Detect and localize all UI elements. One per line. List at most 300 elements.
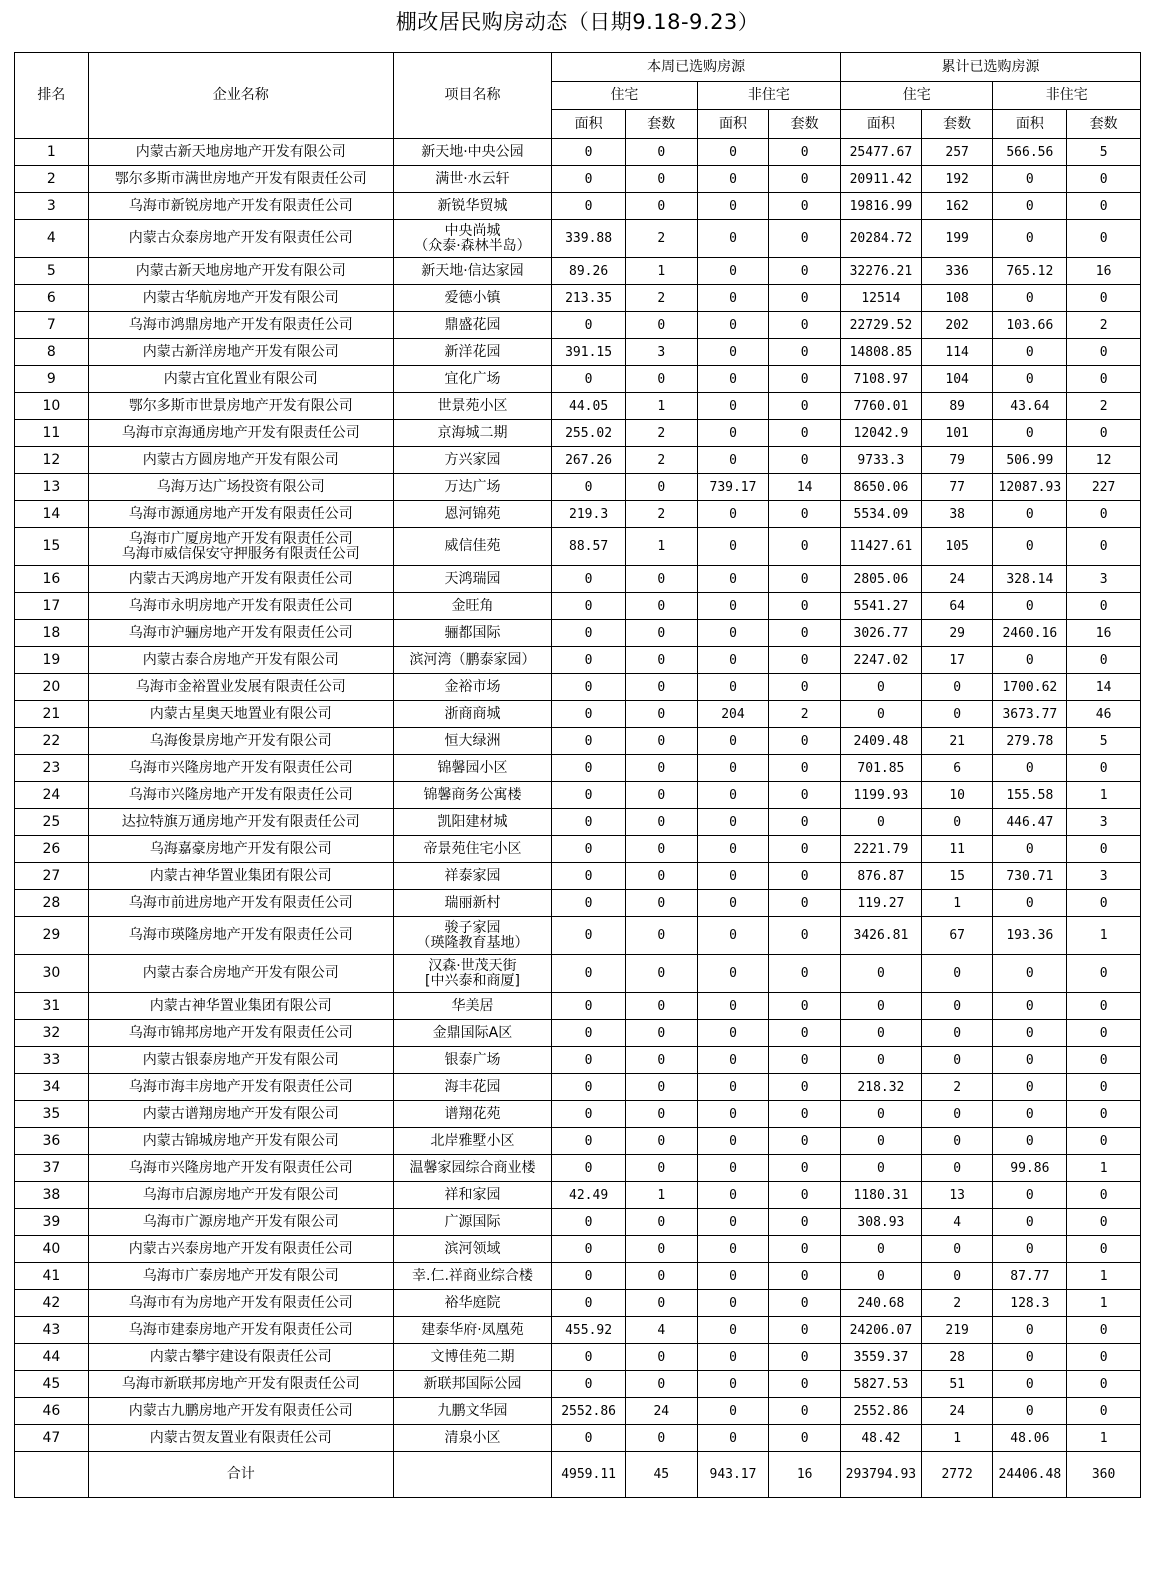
- header-units: 套数: [1067, 110, 1141, 139]
- cum-non-units: 0: [1067, 1236, 1141, 1263]
- cum-res-units: 114: [921, 339, 993, 366]
- cum-res-units: 10: [921, 782, 993, 809]
- week-res-area: 267.26: [552, 447, 626, 474]
- table-row: [15, 566, 1141, 593]
- week-non-units: 0: [769, 566, 841, 593]
- company-name: 乌海市广源房地产开发有限公司: [88, 1209, 393, 1236]
- rank-cell: 10: [15, 393, 89, 420]
- rank-cell: 13: [15, 474, 89, 501]
- cum-res-area: 876.87: [841, 863, 922, 890]
- week-res-area: 0: [552, 728, 626, 755]
- cum-non-units: 0: [1067, 528, 1141, 566]
- week-res-units: 0: [625, 1209, 697, 1236]
- company-name: 内蒙古新天地房地产开发有限公司: [88, 139, 393, 166]
- week-non-area: 0: [697, 593, 769, 620]
- cum-res-units: 29: [921, 620, 993, 647]
- cum-res-units: 199: [921, 220, 993, 258]
- table-row: [15, 474, 1141, 501]
- week-non-area: 0: [697, 1290, 769, 1317]
- table-row: [15, 1020, 1141, 1047]
- week-non-area: 0: [697, 647, 769, 674]
- company-name: 内蒙古银泰房地产开发有限公司: [88, 1047, 393, 1074]
- table-row: [15, 863, 1141, 890]
- rank-cell: 41: [15, 1263, 89, 1290]
- company-name: 鄂尔多斯市满世房地产开发有限责任公司: [88, 166, 393, 193]
- cum-non-area: 566.56: [993, 139, 1067, 166]
- cum-non-units: 0: [1067, 285, 1141, 312]
- cum-non-area: 0: [993, 501, 1067, 528]
- cum-res-units: 24: [921, 566, 993, 593]
- rank-cell: 45: [15, 1371, 89, 1398]
- cum-non-units: 0: [1067, 993, 1141, 1020]
- cum-non-units: 0: [1067, 593, 1141, 620]
- week-res-units: 0: [625, 1236, 697, 1263]
- week-non-units: 0: [769, 782, 841, 809]
- cum-res-area: 48.42: [841, 1425, 922, 1452]
- week-non-area: 0: [697, 890, 769, 917]
- week-non-units: 0: [769, 593, 841, 620]
- table-row: [15, 501, 1141, 528]
- cum-res-units: 0: [921, 1155, 993, 1182]
- week-non-area: 0: [697, 1209, 769, 1236]
- week-non-area: 739.17: [697, 474, 769, 501]
- week-res-area: 0: [552, 193, 626, 220]
- company-name: 乌海万达广场投资有限公司: [88, 474, 393, 501]
- table-row: [15, 890, 1141, 917]
- table-row: [15, 1074, 1141, 1101]
- rank-cell: 27: [15, 863, 89, 890]
- cum-res-units: 13: [921, 1182, 993, 1209]
- week-res-area: 0: [552, 620, 626, 647]
- cum-non-area: 0: [993, 420, 1067, 447]
- cum-res-units: 51: [921, 1371, 993, 1398]
- week-non-area: 0: [697, 501, 769, 528]
- header-area: 面积: [552, 110, 626, 139]
- cum-res-units: 89: [921, 393, 993, 420]
- rank-cell: 17: [15, 593, 89, 620]
- week-non-area: 0: [697, 312, 769, 339]
- week-non-units: 0: [769, 890, 841, 917]
- table-row: [15, 420, 1141, 447]
- project-name: 广源国际: [393, 1209, 552, 1236]
- cum-res-area: 22729.52: [841, 312, 922, 339]
- project-name: 鼎盛花园: [393, 312, 552, 339]
- week-res-area: 0: [552, 1236, 626, 1263]
- week-res-units: 0: [625, 474, 697, 501]
- cum-res-units: 336: [921, 258, 993, 285]
- cum-res-area: 20284.72: [841, 220, 922, 258]
- cum-res-units: 67: [921, 917, 993, 955]
- project-name: 恩河锦苑: [393, 501, 552, 528]
- company-name: 乌海市海丰房地产开发有限责任公司: [88, 1074, 393, 1101]
- week-res-area: 0: [552, 1074, 626, 1101]
- week-non-area: 0: [697, 1236, 769, 1263]
- table-row: [15, 1263, 1141, 1290]
- week-non-area: 0: [697, 1047, 769, 1074]
- table-row: [15, 339, 1141, 366]
- company-name: 内蒙古谱翔房地产开发有限公司: [88, 1101, 393, 1128]
- week-res-units: 2: [625, 220, 697, 258]
- week-res-units: 0: [625, 366, 697, 393]
- week-non-area: 0: [697, 993, 769, 1020]
- rank-cell: 22: [15, 728, 89, 755]
- cum-non-area: 0: [993, 1101, 1067, 1128]
- week-non-area: 0: [697, 674, 769, 701]
- company-name: 乌海市有为房地产开发有限责任公司: [88, 1290, 393, 1317]
- cum-res-units: 64: [921, 593, 993, 620]
- project-name: 裕华庭院: [393, 1290, 552, 1317]
- project-name: 华美居: [393, 993, 552, 1020]
- week-non-area: 0: [697, 728, 769, 755]
- week-res-units: 0: [625, 312, 697, 339]
- cum-non-units: 0: [1067, 1344, 1141, 1371]
- rank-cell: 46: [15, 1398, 89, 1425]
- week-non-area: 0: [697, 1398, 769, 1425]
- project-name: 文博佳苑二期: [393, 1344, 552, 1371]
- company-name: 内蒙古泰合房地产开发有限公司: [88, 647, 393, 674]
- project-name: 凯阳建材城: [393, 809, 552, 836]
- cum-non-area: 0: [993, 1182, 1067, 1209]
- company-name: 内蒙古九鹏房地产开发有限责任公司: [88, 1398, 393, 1425]
- rank-cell: 2: [15, 166, 89, 193]
- week-non-units: 0: [769, 528, 841, 566]
- week-res-units: 0: [625, 1128, 697, 1155]
- week-non-units: 0: [769, 1182, 841, 1209]
- cum-res-units: 101: [921, 420, 993, 447]
- cum-res-area: 2247.02: [841, 647, 922, 674]
- cum-res-area: 0: [841, 809, 922, 836]
- table-row: [15, 809, 1141, 836]
- week-non-area: 0: [697, 1020, 769, 1047]
- cum-res-area: 5541.27: [841, 593, 922, 620]
- cum-non-units: 0: [1067, 1128, 1141, 1155]
- week-res-units: 0: [625, 1425, 697, 1452]
- week-res-area: 0: [552, 474, 626, 501]
- cum-res-area: 2552.86: [841, 1398, 922, 1425]
- cum-res-area: 3026.77: [841, 620, 922, 647]
- company-name: 乌海市瑛隆房地产开发有限责任公司: [88, 917, 393, 955]
- rank-cell: 5: [15, 258, 89, 285]
- rank-cell: 47: [15, 1425, 89, 1452]
- company-name: 乌海嘉豪房地产开发有限公司: [88, 836, 393, 863]
- cum-non-units: 0: [1067, 647, 1141, 674]
- week-res-units: 0: [625, 728, 697, 755]
- cum-res-units: 0: [921, 1236, 993, 1263]
- cum-non-area: 0: [993, 528, 1067, 566]
- table-row: [15, 366, 1141, 393]
- table-row: [15, 193, 1141, 220]
- cum-non-area: 155.58: [993, 782, 1067, 809]
- total-cum-res-units: 2772: [921, 1452, 993, 1498]
- company-name: 乌海俊景房地产开发有限公司: [88, 728, 393, 755]
- cum-non-area: 0: [993, 1344, 1067, 1371]
- table-row: [15, 701, 1141, 728]
- week-res-units: 0: [625, 1020, 697, 1047]
- cum-non-units: 1: [1067, 917, 1141, 955]
- week-non-area: 0: [697, 220, 769, 258]
- week-res-units: 0: [625, 1155, 697, 1182]
- week-non-area: 0: [697, 393, 769, 420]
- cum-res-area: 14808.85: [841, 339, 922, 366]
- week-non-units: 0: [769, 1020, 841, 1047]
- week-res-units: 0: [625, 836, 697, 863]
- cum-res-units: 0: [921, 955, 993, 993]
- project-name: 恒大绿洲: [393, 728, 552, 755]
- week-non-area: 0: [697, 447, 769, 474]
- week-res-units: 0: [625, 139, 697, 166]
- project-name: 祥和家园: [393, 1182, 552, 1209]
- total-project-cell: [393, 1452, 552, 1498]
- company-name: 乌海市源通房地产开发有限责任公司: [88, 501, 393, 528]
- week-non-area: 0: [697, 285, 769, 312]
- rank-cell: 8: [15, 339, 89, 366]
- week-non-units: 0: [769, 1074, 841, 1101]
- cum-res-units: 38: [921, 501, 993, 528]
- week-non-area: 0: [697, 166, 769, 193]
- company-name: 乌海市新联邦房地产开发有限责任公司: [88, 1371, 393, 1398]
- week-res-area: 0: [552, 1263, 626, 1290]
- project-name: 爱德小镇: [393, 285, 552, 312]
- cum-res-units: 77: [921, 474, 993, 501]
- week-res-units: 0: [625, 166, 697, 193]
- week-res-area: 0: [552, 1155, 626, 1182]
- week-non-units: 2: [769, 701, 841, 728]
- company-name: 内蒙古新洋房地产开发有限公司: [88, 339, 393, 366]
- project-name: 中央尚城 （众泰·森林半岛）: [393, 220, 552, 258]
- week-res-units: 0: [625, 1371, 697, 1398]
- cum-non-area: 0: [993, 1047, 1067, 1074]
- project-name: 骏子家园 （瑛隆教育基地）: [393, 917, 552, 955]
- cum-res-area: 0: [841, 1155, 922, 1182]
- rank-cell: 37: [15, 1155, 89, 1182]
- cum-non-area: 0: [993, 1236, 1067, 1263]
- header-area: 面积: [993, 110, 1067, 139]
- company-name: 内蒙古新天地房地产开发有限公司: [88, 258, 393, 285]
- week-res-area: 0: [552, 166, 626, 193]
- week-res-units: 0: [625, 620, 697, 647]
- cum-non-units: 5: [1067, 139, 1141, 166]
- table-row: [15, 1101, 1141, 1128]
- project-name: 海丰花园: [393, 1074, 552, 1101]
- company-name: 内蒙古贺友置业有限责任公司: [88, 1425, 393, 1452]
- week-res-area: 0: [552, 890, 626, 917]
- cum-res-units: 4: [921, 1209, 993, 1236]
- week-res-units: 2: [625, 501, 697, 528]
- total-cum-non-area: 24406.48: [993, 1452, 1067, 1498]
- cum-res-units: 104: [921, 366, 993, 393]
- table-row: [15, 993, 1141, 1020]
- cum-res-units: 0: [921, 1263, 993, 1290]
- week-non-area: 0: [697, 420, 769, 447]
- week-res-units: 0: [625, 193, 697, 220]
- cum-non-area: 0: [993, 339, 1067, 366]
- week-non-area: 0: [697, 1317, 769, 1344]
- week-non-area: 0: [697, 863, 769, 890]
- cum-non-area: 0: [993, 755, 1067, 782]
- cum-res-units: 28: [921, 1344, 993, 1371]
- week-non-area: 0: [697, 366, 769, 393]
- week-non-units: 14: [769, 474, 841, 501]
- week-res-units: 0: [625, 863, 697, 890]
- project-name: 威信佳苑: [393, 528, 552, 566]
- rank-cell: 20: [15, 674, 89, 701]
- week-non-area: 0: [697, 1074, 769, 1101]
- week-non-units: 0: [769, 220, 841, 258]
- week-non-units: 0: [769, 917, 841, 955]
- week-res-units: 2: [625, 447, 697, 474]
- week-non-units: 0: [769, 139, 841, 166]
- cum-res-units: 192: [921, 166, 993, 193]
- company-name: 内蒙古星奥天地置业有限公司: [88, 701, 393, 728]
- week-non-units: 0: [769, 674, 841, 701]
- week-non-units: 0: [769, 620, 841, 647]
- project-name: 帝景苑住宅小区: [393, 836, 552, 863]
- cum-non-area: 0: [993, 647, 1067, 674]
- company-name: 乌海市新锐房地产开发有限责任公司: [88, 193, 393, 220]
- cum-res-units: 1: [921, 1425, 993, 1452]
- week-res-units: 0: [625, 809, 697, 836]
- cum-non-units: 0: [1067, 339, 1141, 366]
- rank-cell: 28: [15, 890, 89, 917]
- company-name: 乌海市建泰房地产开发有限责任公司: [88, 1317, 393, 1344]
- cum-non-units: 2: [1067, 312, 1141, 339]
- week-res-units: 0: [625, 1344, 697, 1371]
- cum-res-area: 0: [841, 1128, 922, 1155]
- table-row: [15, 393, 1141, 420]
- cum-res-area: 240.68: [841, 1290, 922, 1317]
- cum-non-units: 0: [1067, 220, 1141, 258]
- week-non-area: 0: [697, 1182, 769, 1209]
- week-res-units: 0: [625, 593, 697, 620]
- total-cum-non-units: 360: [1067, 1452, 1141, 1498]
- project-name: 万达广场: [393, 474, 552, 501]
- cum-non-units: 0: [1067, 1398, 1141, 1425]
- table-row: [15, 955, 1141, 993]
- housing-purchase-table: [14, 52, 1141, 1498]
- week-non-area: 204: [697, 701, 769, 728]
- cum-non-units: 0: [1067, 420, 1141, 447]
- cum-non-units: 1: [1067, 1290, 1141, 1317]
- cum-non-area: 0: [993, 1371, 1067, 1398]
- week-res-units: 1: [625, 258, 697, 285]
- rank-cell: 40: [15, 1236, 89, 1263]
- cum-res-units: 202: [921, 312, 993, 339]
- header-units: 套数: [921, 110, 993, 139]
- week-non-area: 0: [697, 1101, 769, 1128]
- week-res-area: 0: [552, 863, 626, 890]
- table-row: [15, 1344, 1141, 1371]
- cum-non-area: 0: [993, 1398, 1067, 1425]
- week-res-units: 0: [625, 566, 697, 593]
- total-week-res-units: 45: [625, 1452, 697, 1498]
- week-res-area: 0: [552, 917, 626, 955]
- table-row: [15, 447, 1141, 474]
- company-name: 内蒙古泰合房地产开发有限公司: [88, 955, 393, 993]
- table-row: [15, 258, 1141, 285]
- table-row: [15, 1398, 1141, 1425]
- company-name: 内蒙古宜化置业有限公司: [88, 366, 393, 393]
- table-row: [15, 1209, 1141, 1236]
- cum-non-area: 0: [993, 593, 1067, 620]
- cum-non-units: 0: [1067, 890, 1141, 917]
- cum-res-units: 21: [921, 728, 993, 755]
- week-res-units: 2: [625, 285, 697, 312]
- cum-non-area: 0: [993, 890, 1067, 917]
- header-rank: 排名: [15, 53, 89, 139]
- week-res-area: 0: [552, 593, 626, 620]
- week-non-area: 0: [697, 955, 769, 993]
- week-res-area: 455.92: [552, 1317, 626, 1344]
- rank-cell: 39: [15, 1209, 89, 1236]
- rank-cell: 23: [15, 755, 89, 782]
- week-non-units: 0: [769, 501, 841, 528]
- project-name: 祥泰家园: [393, 863, 552, 890]
- cum-res-area: 12042.9: [841, 420, 922, 447]
- cum-non-area: 43.64: [993, 393, 1067, 420]
- cum-non-units: 1: [1067, 1263, 1141, 1290]
- cum-non-area: 103.66: [993, 312, 1067, 339]
- week-res-units: 4: [625, 1317, 697, 1344]
- cum-res-area: 1180.31: [841, 1182, 922, 1209]
- project-name: 幸.仁.祥商业综合楼: [393, 1263, 552, 1290]
- week-res-units: 0: [625, 1101, 697, 1128]
- project-name: 满世·水云轩: [393, 166, 552, 193]
- company-name: 乌海市沪骊房地产开发有限责任公司: [88, 620, 393, 647]
- week-res-area: 0: [552, 1425, 626, 1452]
- company-name: 内蒙古众泰房地产开发有限责任公司: [88, 220, 393, 258]
- week-non-units: 0: [769, 1101, 841, 1128]
- cum-res-area: 0: [841, 1047, 922, 1074]
- week-non-area: 0: [697, 1128, 769, 1155]
- total-cum-res-area: 293794.93: [841, 1452, 922, 1498]
- cum-non-units: 3: [1067, 566, 1141, 593]
- week-non-units: 0: [769, 993, 841, 1020]
- week-non-area: 0: [697, 139, 769, 166]
- cum-non-area: 128.3: [993, 1290, 1067, 1317]
- week-non-units: 0: [769, 1263, 841, 1290]
- week-res-area: 219.3: [552, 501, 626, 528]
- company-name: 内蒙古方圆房地产开发有限公司: [88, 447, 393, 474]
- week-res-units: 0: [625, 755, 697, 782]
- cum-non-units: 1: [1067, 1155, 1141, 1182]
- week-res-units: 0: [625, 1263, 697, 1290]
- rank-cell: 4: [15, 220, 89, 258]
- week-non-area: 0: [697, 258, 769, 285]
- cum-non-units: 0: [1067, 836, 1141, 863]
- project-name: 建泰华府·凤凰苑: [393, 1317, 552, 1344]
- week-res-area: 0: [552, 312, 626, 339]
- week-res-area: 0: [552, 701, 626, 728]
- project-name: 清泉小区: [393, 1425, 552, 1452]
- table-row: [15, 1182, 1141, 1209]
- week-non-units: 0: [769, 1128, 841, 1155]
- company-name: 内蒙古兴泰房地产开发有限责任公司: [88, 1236, 393, 1263]
- cum-non-area: 0: [993, 166, 1067, 193]
- week-non-units: 0: [769, 393, 841, 420]
- week-res-area: 0: [552, 782, 626, 809]
- cum-non-units: 0: [1067, 1209, 1141, 1236]
- cum-non-area: 765.12: [993, 258, 1067, 285]
- table-row: [15, 1317, 1141, 1344]
- cum-res-units: 257: [921, 139, 993, 166]
- week-res-units: 24: [625, 1398, 697, 1425]
- cum-res-area: 5827.53: [841, 1371, 922, 1398]
- cum-non-units: 0: [1067, 193, 1141, 220]
- week-non-area: 0: [697, 782, 769, 809]
- project-name: 宜化广场: [393, 366, 552, 393]
- cum-res-area: 0: [841, 993, 922, 1020]
- project-name: 浙商商城: [393, 701, 552, 728]
